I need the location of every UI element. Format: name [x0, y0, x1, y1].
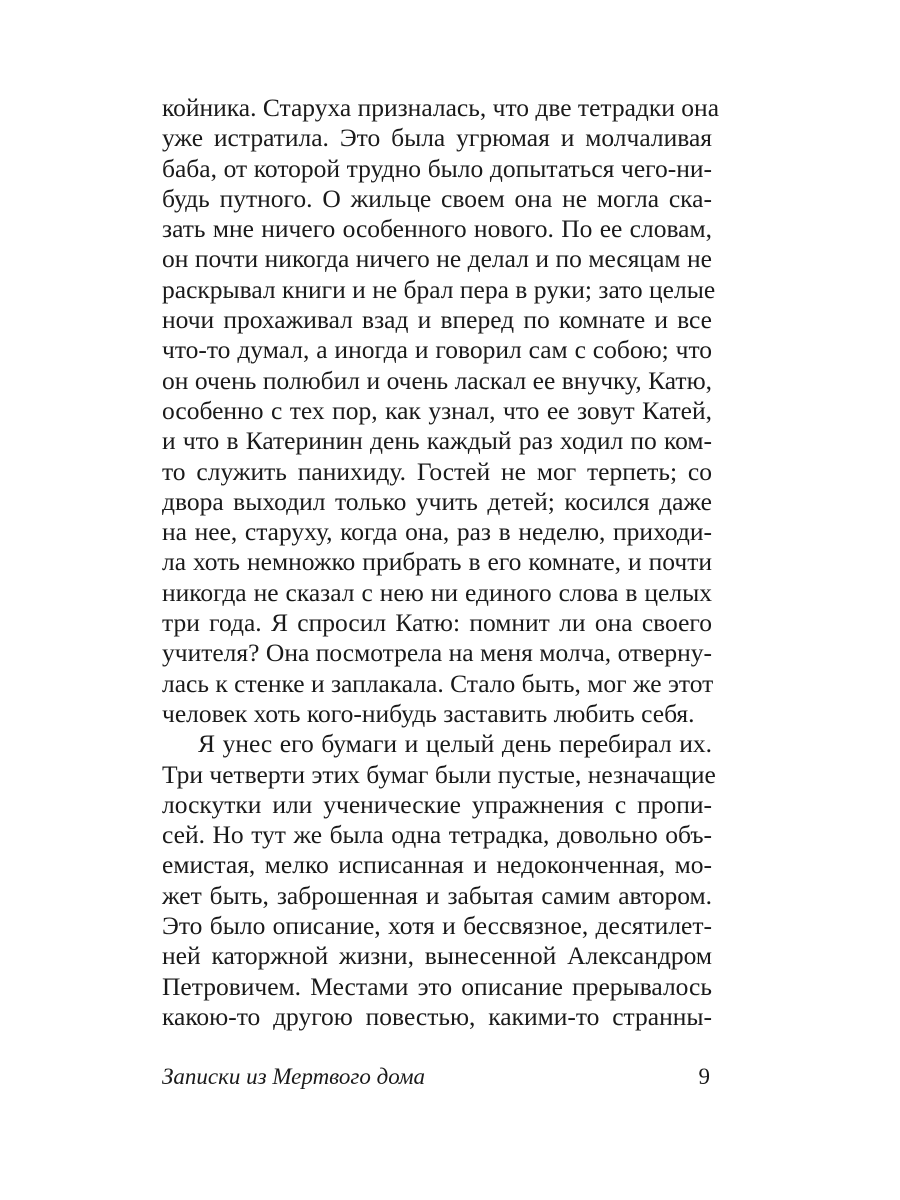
- text-line: ней каторжной жизни, вынесенной Александром: [162, 941, 712, 971]
- text-line: Это было описание, хотя и бессвязное, десятилет-: [162, 911, 712, 941]
- text-line: койника. Старуха призналась, что две тетрадки она: [162, 93, 720, 122]
- text-line: то служить панихиду. Гостей не мог терпеть; со: [162, 456, 712, 486]
- body-text: [162, 93, 720, 1032]
- text-line: баба, от которой трудно было допытаться чего-ни-: [162, 153, 712, 183]
- text-line: зать мне ничего особенного нового. По ее словам,: [162, 214, 712, 244]
- text-line: он почти никогда ничего не делал и по месяцам не: [162, 244, 712, 274]
- text-line: особенно с тех пор, как узнал, что ее зовут Катей,: [162, 395, 712, 425]
- text-line: какою-то другою повестью, какими-то странны-: [162, 1001, 712, 1031]
- paragraph-start-line: Я унес его бумаги и целый день перебирал их.: [198, 729, 712, 759]
- text-line: лась к стенке и заплакала. Стало быть, мог же этот: [162, 668, 714, 698]
- text-line: никогда не сказал с нею ни единого слова в целых: [162, 577, 712, 607]
- text-line: раскрывал книги и не брал пера в руки; зато целые: [162, 274, 716, 304]
- text-line: будь путного. О жильце своем она не могла ска-: [162, 183, 712, 213]
- page-number: 9: [698, 1064, 710, 1089]
- text-line: на нее, старуху, когда она, раз в неделю, приходи-: [162, 517, 712, 547]
- text-line: учителя? Она посмотрела на меня молча, отверну-: [162, 638, 712, 668]
- text-line: жет быть, заброшенная и забытая самим автором.: [162, 880, 712, 910]
- text-line: три года. Я спросил Катю: помнит ли она своего: [162, 608, 712, 638]
- text-line: емистая, мелко исписанная и недоконченная, мо-: [162, 850, 712, 880]
- text-line: он очень полюбил и очень ласкал ее внучку, Катю,: [162, 365, 712, 395]
- text-line: Три четверти этих бумаг были пустые, незначащие: [162, 759, 716, 789]
- text-line: ночи прохаживал взад и вперед по комнате и все: [162, 305, 712, 335]
- text-line: и что в Катеринин день каждый раз ходил по ком-: [162, 426, 712, 456]
- text-line: лоскутки или ученические упражнения с пропи-: [162, 789, 712, 819]
- text-line: ла хоть немножко прибрать в его комнате, и почти: [162, 547, 712, 577]
- text-line: что-то думал, а иногда и говорил сам с собою; что: [162, 335, 712, 365]
- text-line: сей. Но тут же была одна тетрадка, довольно объ-: [162, 820, 712, 850]
- paragraph-end-line: человек хоть кого-нибудь заставить любить себя.: [162, 698, 695, 728]
- running-footer-title: Записки из Мертвого дома: [162, 1064, 426, 1089]
- text-line: Петровичем. Местами это описание прерывалось: [162, 971, 712, 1001]
- text-line: уже истратила. Это была угрюмая и молчаливая: [162, 123, 712, 153]
- text-line: двора выходил только учить детей; косился даже: [162, 486, 712, 516]
